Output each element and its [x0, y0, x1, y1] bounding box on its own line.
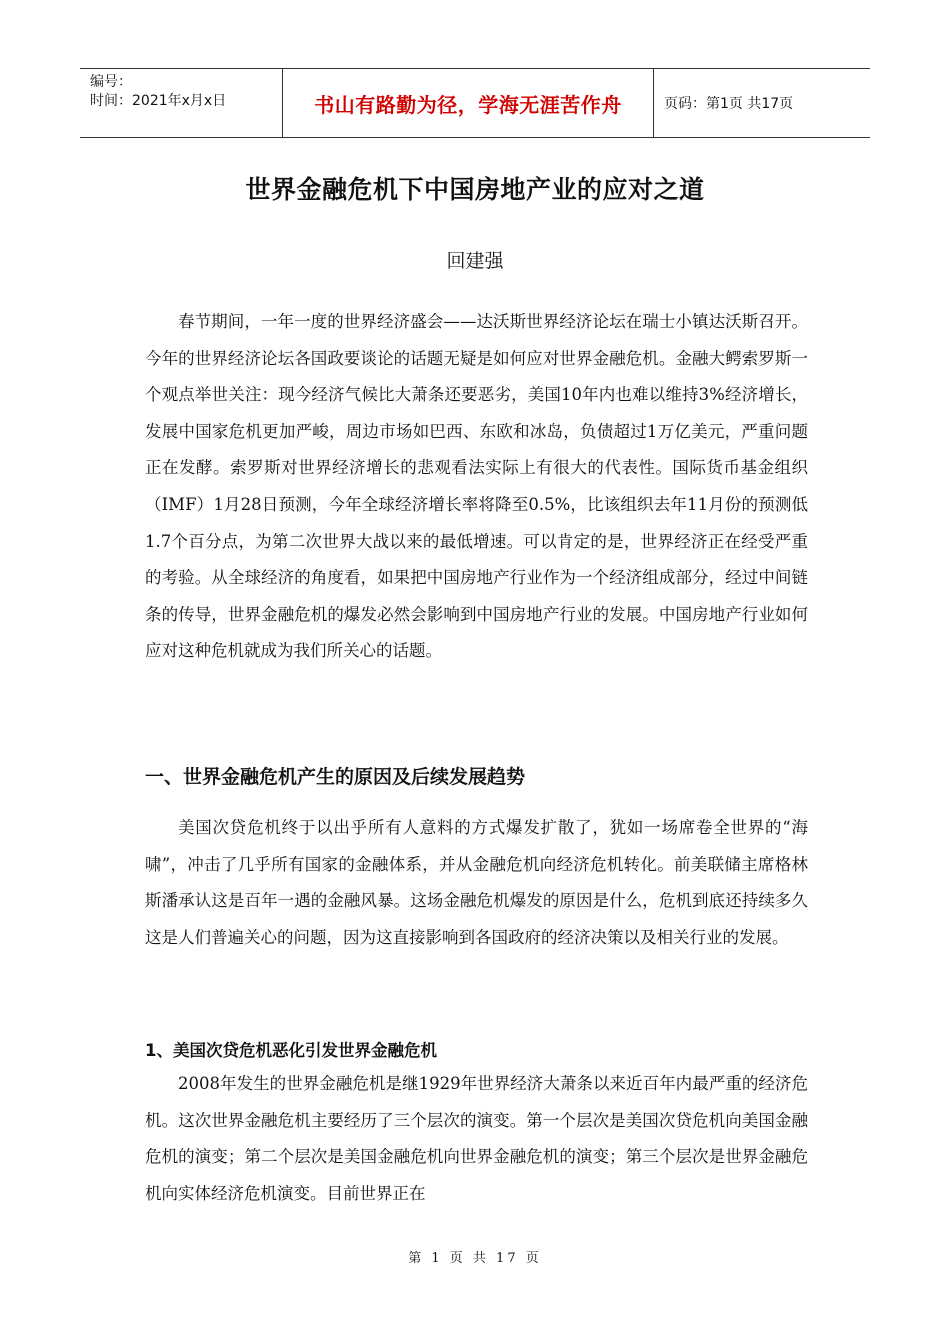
- intro-section: [145, 304, 808, 670]
- header-page-info-cell: [654, 69, 870, 137]
- header-table: [80, 68, 870, 138]
- document-title: 世界金融危机下中国房地产业的应对之道: [245, 175, 705, 204]
- doc-number-label: 编号：: [90, 74, 132, 90]
- doc-date-label: 时间：2021年x月x日: [90, 93, 227, 109]
- header-page-info: 页码：第1页 共17页: [664, 96, 794, 112]
- page-footer: 第 1 页 共 17 页: [408, 1251, 542, 1266]
- document-author: 回建强: [446, 250, 504, 272]
- subsection1-body: [145, 1066, 808, 1212]
- header-meta: [80, 69, 282, 137]
- intro-paragraph: 春节期间，一年一度的世界经济盛会——达沃斯世界经济论坛在瑞士小镇达沃斯召开。今年的世界经济论坛各国政要谈论的话题无疑是如何应对世界金融危机。金融大鳄索罗斯一个观点举世关注：现今经济气候比大萧条还要恶劣，美国10年内也难以维持3%经济增长，发展中国家危机更加严峻，周边市场如巴西、东欧和冰岛，负债超过1万亿美元，严重问题正在发酵。索罗斯对世界经济增长的悲观看法实际上有很大的代表性。国际货币基金组织（IMF）1月28日预测，今年全球经济增长率将降至0.5%，比该组织去年11月份的预测低1.7个百分点，为第二次世界大战以来的最低增速。可以肯定的是，世界经济正在经受严重的考验。从全球经济的角度看，如果把中国房地产行业作为一个经济组成部分，经过中间链条的传导，世界金融危机的爆发必然会影响到中国房地产行业的发展。中国房地产行业如何应对这种危机就成为我们所关心的话题。: [145, 312, 808, 661]
- header-motto-cell: [282, 69, 654, 137]
- section1-heading: 一、世界金融危机产生的原因及后续发展趋势: [145, 766, 526, 788]
- section1-body: [145, 810, 808, 956]
- section1-paragraph: 美国次贷危机终于以出乎所有人意料的方式爆发扩散了，犹如一场席卷全世界的“海啸”，冲击了几乎所有国家的金融体系，并从金融危机向经济危机转化。前美联储主席格林斯潘承认这是百年一遇的金融风暴。这场金融危机爆发的原因是什么，危机到底还持续多久这是人们普遍关心的问题，因为这直接影响到各国政府的经济决策以及相关行业的发展。: [145, 818, 808, 947]
- subsection1-paragraph: 2008年发生的世界金融危机是继1929年世界经济大萧条以来近百年内最严重的经济危机。这次世界金融危机主要经历了三个层次的演变。第一个层次是美国次贷危机向美国金融危机的演变；第二个层次是美国金融危机向世界金融危机的演变；第三个层次是世界金融危机向实体经济危机演变。目前世界正在: [145, 1074, 808, 1203]
- subsection1-heading: 1、美国次贷危机恶化引发世界金融危机: [145, 1041, 437, 1060]
- header-motto: 书山有路勤为径，学海无涯苦作舟: [314, 92, 622, 117]
